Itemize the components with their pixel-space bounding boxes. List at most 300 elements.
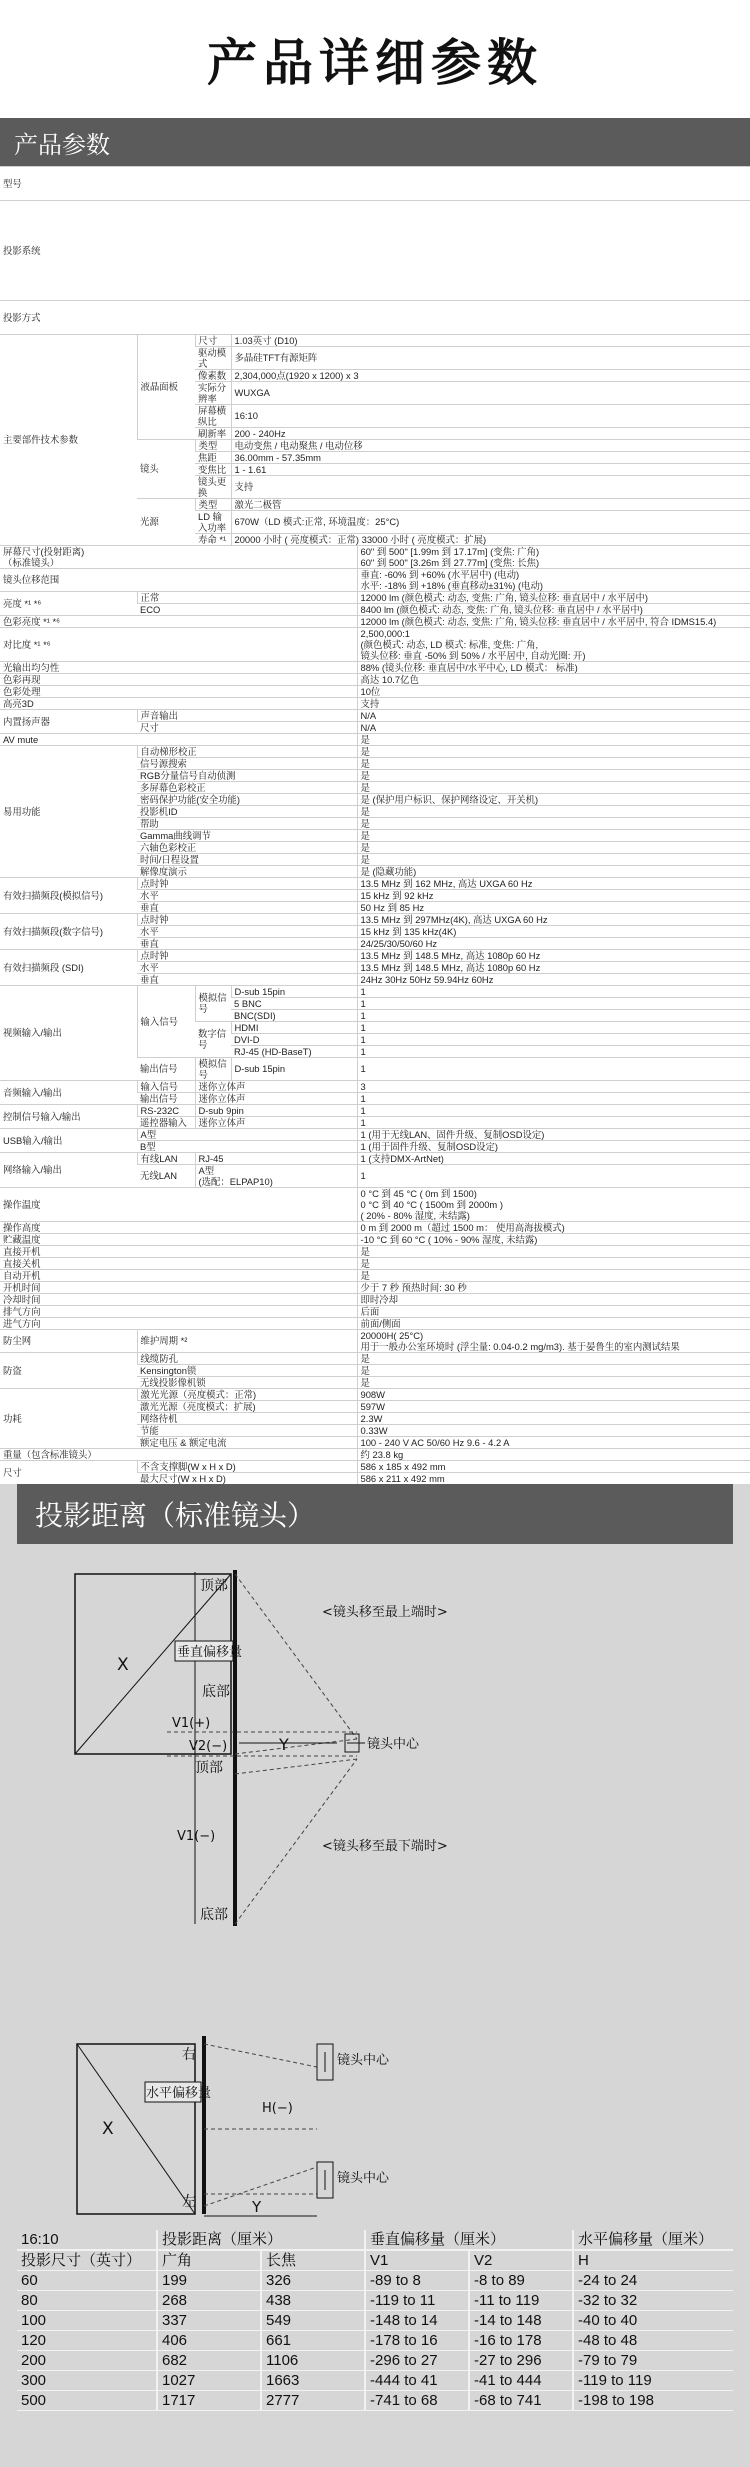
spec-cell: 激光光源（亮度模式：正常)	[137, 1388, 357, 1400]
spec-cell: 是	[357, 841, 750, 853]
spec-cell: 类型	[195, 498, 231, 510]
distance-table-row	[17, 2230, 733, 2250]
spec-cell: 13.5 MHz 到 148.5 MHz, 高达 1080p 60 Hz	[357, 949, 750, 961]
distance-table-cell: 326	[261, 2271, 365, 2291]
spec-cell: 1	[357, 1021, 750, 1033]
spec-cell: 直接开机	[0, 1245, 357, 1257]
spec-cell: 2,304,000点(1920 x 1200) x 3	[231, 369, 750, 381]
distance-table-cell: V1	[365, 2250, 469, 2271]
spec-cell: LD 输入功率	[195, 510, 231, 533]
distance-table-cell: 投影距离（厘米）	[157, 2230, 365, 2250]
spec-cell: 是	[357, 769, 750, 781]
lens-bottom-caption: <镜头移至最下端时>	[322, 1839, 448, 1854]
distance-table-cell: 2777	[261, 2391, 365, 2411]
distance-table-cell: 1106	[261, 2351, 365, 2371]
distance-table-cell: 661	[261, 2331, 365, 2351]
spec-section-header: 产品参数	[0, 118, 750, 166]
spec-cell: 驱动模式	[195, 346, 231, 369]
spec-row	[0, 615, 750, 627]
spec-cell: 12000 lm (颜色模式: 动态, 变焦: 广角, 镜头位移: 垂直居中 / 水平居中)	[357, 591, 750, 603]
spec-cell: 易用功能	[0, 745, 137, 877]
diagram-v2-minus-label: V2(−)	[189, 1739, 228, 1754]
distance-table-cell: V2	[469, 2250, 573, 2271]
spec-cell: D-sub 15pin	[231, 985, 357, 997]
spec-cell: 进气方向	[0, 1317, 357, 1329]
spec-cell: 输出信号	[137, 1057, 195, 1080]
distance-table-cell: 长焦	[261, 2250, 365, 2271]
spec-cell: 是 (保护用户标识、保护网络设定、开关机)	[357, 793, 750, 805]
distance-table-cell: 438	[261, 2291, 365, 2311]
distance-table-cell: 300	[17, 2371, 157, 2391]
distance-table-row	[17, 2391, 733, 2411]
spec-cell: 声音输出	[137, 709, 357, 721]
diagram-left-label: 左	[182, 2194, 196, 2210]
spec-cell: 控制信号输入/输出	[0, 1104, 137, 1128]
diagram-x-label: X	[117, 1655, 129, 1675]
spec-cell: 908W	[357, 1388, 750, 1400]
spec-row	[0, 568, 750, 591]
spec-row	[0, 301, 750, 335]
diagram-x2-label: X	[102, 2119, 114, 2139]
distance-section-header: 投影距离（标准镜头）	[17, 1484, 733, 1544]
spec-cell: 1	[357, 1164, 750, 1187]
distance-table-cell: -178 to 16	[365, 2331, 469, 2351]
spec-cell: 1	[357, 1057, 750, 1080]
spec-row	[0, 1388, 750, 1400]
spec-cell: 586 x 185 x 492 mm	[357, 1460, 750, 1472]
spec-cell: 不含支撑脚(W x H x D)	[137, 1460, 357, 1472]
spec-cell: 2,500,000:1 (颜色模式: 动态, LD 模式: 标准, 变焦: 广角, 镜头位移: 垂直 -50% 到 50% / 水平居中, 自动光圈: 开)	[357, 627, 750, 661]
spec-row	[0, 201, 750, 301]
distance-table-cell: -11 to 119	[469, 2291, 573, 2311]
spec-row	[0, 1245, 750, 1257]
spec-cell: 激光光源（亮度模式：扩展)	[137, 1400, 357, 1412]
spec-cell: 即时冷却	[357, 1293, 750, 1305]
spec-cell: 数字信号	[195, 1021, 231, 1057]
spec-cell: 是	[357, 1364, 750, 1376]
diagram-bottom-label: 底部	[202, 1684, 230, 1700]
spec-cell: 20000 小时 ( 亮度模式：正常) 33000 小时 ( 亮度模式：扩展)	[231, 533, 750, 545]
spec-cell: 遥控器输入	[137, 1116, 195, 1128]
spec-cell: 1.03英寸 (D10)	[231, 334, 750, 346]
diagram-h-minus-label: H(−)	[262, 2101, 293, 2116]
spec-row	[0, 661, 750, 673]
distance-table-cell: -79 to 79	[573, 2351, 733, 2371]
spec-cell: 主要部件技术参数	[0, 334, 137, 545]
spec-cell: 开机时间	[0, 1281, 357, 1293]
distance-table-row	[17, 2331, 733, 2351]
spec-row	[0, 334, 750, 346]
diagram-lens-center-label: 镜头中心	[367, 1737, 420, 1752]
diagram-right-label: 右	[182, 2047, 196, 2063]
spec-cell: 前面/侧面	[357, 1317, 750, 1329]
spec-cell: 是	[357, 1245, 750, 1257]
diagram-lens-center2a-label: 镜头中心	[337, 2053, 390, 2068]
distance-table-cell: 682	[157, 2351, 261, 2371]
spec-cell: 是	[357, 1376, 750, 1388]
spec-cell: 操作高度	[0, 1221, 357, 1233]
distance-table-cell: -198 to 198	[573, 2391, 733, 2411]
spec-cell: 1 - 1.61	[231, 463, 750, 475]
distance-section	[0, 1484, 750, 2467]
spec-cell: N/A	[357, 721, 750, 733]
spec-cell: 15 kHz 到 135 kHz(4K)	[357, 925, 750, 937]
spec-cell: 多屏幕色彩校正	[137, 781, 357, 793]
distance-table-cell: 200	[17, 2351, 157, 2371]
spec-cell: 高亮3D	[0, 697, 357, 709]
spec-cell: 投影系统	[0, 201, 750, 301]
spec-cell: 点时钟	[137, 877, 357, 889]
distance-table	[17, 2230, 733, 2411]
diagram-v1-plus-label: V1(+)	[172, 1716, 211, 1731]
spec-cell: Kensington锁	[137, 1364, 357, 1376]
spec-cell: D-sub 15pin	[231, 1057, 357, 1080]
spec-cell: 无线LAN	[137, 1164, 195, 1187]
horizontal-shift-diagram	[77, 2036, 390, 2216]
spec-cell: 3	[357, 1080, 750, 1092]
spec-cell: 色彩亮度 *¹ *⁶	[0, 615, 357, 627]
projection-distance-diagram	[17, 1544, 733, 2230]
spec-cell: 迷你立体声	[195, 1080, 357, 1092]
spec-cell: Gamma曲线调节	[137, 829, 357, 841]
spec-cell: 迷你立体声	[195, 1092, 357, 1104]
spec-cell: 水平	[137, 889, 357, 901]
spec-row	[0, 591, 750, 603]
spec-cell: 实际分辨率	[195, 381, 231, 404]
vertical-shift-diagram	[75, 1570, 448, 1926]
spec-cell: 屏幕尺寸(投射距离) （标准镜头）	[0, 545, 357, 568]
spec-cell: 帮助	[137, 817, 357, 829]
spec-cell: 色彩处理	[0, 685, 357, 697]
spec-cell: 冷却时间	[0, 1293, 357, 1305]
spec-row	[0, 913, 750, 925]
spec-cell: 1	[357, 997, 750, 1009]
distance-table-row	[17, 2250, 733, 2271]
spec-cell: 是	[357, 1257, 750, 1269]
spec-row	[0, 709, 750, 721]
distance-table-cell: 60	[17, 2271, 157, 2291]
distance-table-cell: 100	[17, 2311, 157, 2331]
distance-table-cell: 垂直偏移量（厘米）	[365, 2230, 573, 2250]
spec-cell: N/A	[357, 709, 750, 721]
spec-cell: RS-232C	[137, 1104, 195, 1116]
spec-cell: 光输出均匀性	[0, 661, 357, 673]
spec-row	[0, 877, 750, 889]
spec-cell: 投影方式	[0, 301, 750, 335]
distance-table-cell: 500	[17, 2391, 157, 2411]
spec-cell: 尺寸	[195, 334, 231, 346]
distance-table-cell: 广角	[157, 2250, 261, 2271]
spec-cell: 是 (隐藏功能)	[357, 865, 750, 877]
spec-cell: 音频输入/输出	[0, 1080, 137, 1104]
spec-cell: 有线LAN	[137, 1152, 195, 1164]
spec-row	[0, 733, 750, 745]
diagram-hshift-label: 水平偏移量	[146, 2086, 212, 2101]
distance-table-cell: -16 to 178	[469, 2331, 573, 2351]
spec-cell: 液晶面板	[137, 334, 195, 439]
spec-cell: 36.00mm - 57.35mm	[231, 451, 750, 463]
spec-cell: BNC(SDI)	[231, 1009, 357, 1021]
spec-cell: 输入信号	[137, 1080, 195, 1092]
distance-table-cell: -48 to 48	[573, 2331, 733, 2351]
spec-cell: 型号	[0, 167, 750, 201]
spec-cell: 是	[357, 1352, 750, 1364]
spec-cell: 视频输入/输出	[0, 985, 137, 1080]
spec-cell: 1	[357, 1092, 750, 1104]
spec-cell: 有效扫描频段(模拟信号)	[0, 877, 137, 913]
spec-cell: B型	[137, 1140, 357, 1152]
spec-cell: RJ-45 (HD-BaseT)	[231, 1045, 357, 1057]
spec-row	[0, 1187, 750, 1221]
spec-cell: 防尘网	[0, 1329, 137, 1352]
spec-row	[0, 1080, 750, 1092]
spec-cell: 597W	[357, 1400, 750, 1412]
spec-row	[0, 1305, 750, 1317]
spec-cell: 额定电压 & 额定电流	[137, 1436, 357, 1448]
spec-cell: 输入信号	[137, 985, 195, 1057]
spec-row	[0, 1104, 750, 1116]
spec-cell: -10 °C 到 60 °C ( 10% - 90% 湿度, 未结露)	[357, 1233, 750, 1245]
distance-table-cell: 1027	[157, 2371, 261, 2391]
spec-cell: 垂直	[137, 901, 357, 913]
spec-cell: 12000 lm (颜色模式: 动态, 变焦: 广角, 镜头位移: 垂直居中 / 水平居中, 符合 IDMS15.4)	[357, 615, 750, 627]
spec-cell: 是	[357, 805, 750, 817]
distance-table-cell: -89 to 8	[365, 2271, 469, 2291]
spec-cell: 约 23.8 kg	[357, 1448, 750, 1460]
spec-cell: 有效扫描频段 (SDI)	[0, 949, 137, 985]
spec-cell: RGB分量信号自动侦测	[137, 769, 357, 781]
spec-cell: A型 (选配：ELPAP10)	[195, 1164, 357, 1187]
distance-table-cell: -32 to 32	[573, 2291, 733, 2311]
distance-table-cell: -119 to 11	[365, 2291, 469, 2311]
distance-table-row	[17, 2371, 733, 2391]
spec-cell: 是	[357, 1269, 750, 1281]
spec-cell: 尺寸	[0, 1460, 137, 1484]
spec-cell: 24Hz 30Hz 50Hz 59.94Hz 60Hz	[357, 973, 750, 985]
spec-cell: 13.5 MHz 到 162 MHz, 高达 UXGA 60 Hz	[357, 877, 750, 889]
spec-cell: 是	[357, 745, 750, 757]
spec-cell: 网络待机	[137, 1412, 357, 1424]
spec-cell: 屏幕横纵比	[195, 404, 231, 427]
spec-cell: 像素数	[195, 369, 231, 381]
spec-row	[0, 1448, 750, 1460]
spec-cell: 水平	[137, 925, 357, 937]
spec-cell: 防盗	[0, 1352, 137, 1388]
distance-table-cell: -27 to 296	[469, 2351, 573, 2371]
spec-cell: ECO	[137, 603, 357, 615]
spec-cell: 时间/日程设置	[137, 853, 357, 865]
diagram-y-label: Y	[279, 1735, 289, 1754]
spec-cell: HDMI	[231, 1021, 357, 1033]
spec-cell: 镜头更换	[195, 475, 231, 498]
lens-top-caption: <镜头移至最上端时>	[322, 1605, 448, 1620]
spec-cell: 直接关机	[0, 1257, 357, 1269]
spec-cell: 网络输入/输出	[0, 1152, 137, 1187]
spec-cell: 输出信号	[137, 1092, 195, 1104]
spec-cell: 内置扬声器	[0, 709, 137, 733]
spec-row	[0, 673, 750, 685]
spec-cell: 1	[357, 1116, 750, 1128]
distance-table-cell: H	[573, 2250, 733, 2271]
spec-cell: 焦距	[195, 451, 231, 463]
spec-table	[0, 166, 750, 1484]
spec-cell: 光源	[137, 498, 195, 545]
distance-table-cell: -444 to 41	[365, 2371, 469, 2391]
spec-cell: 六轴色彩校正	[137, 841, 357, 853]
spec-row	[0, 1460, 750, 1472]
spec-cell: 1	[357, 1033, 750, 1045]
spec-cell: 0 m 到 2000 m（超过 1500 m： 使用高海拔模式)	[357, 1221, 750, 1233]
spec-cell: 有效扫描频段(数字信号)	[0, 913, 137, 949]
spec-cell: 多晶硅TFT有源矩阵	[231, 346, 750, 369]
diagram-vshift-label: 垂直偏移量	[177, 1645, 243, 1660]
spec-cell: 200 - 240Hz	[231, 427, 750, 439]
spec-cell: 1	[357, 985, 750, 997]
spec-cell: 寿命 *¹	[195, 533, 231, 545]
spec-cell: 0.33W	[357, 1424, 750, 1436]
spec-cell: 电动变焦 / 电动聚焦 / 电动位移	[231, 439, 750, 451]
spec-row	[0, 1317, 750, 1329]
spec-row	[0, 1293, 750, 1305]
diagram-v1-minus-label: V1(−)	[177, 1829, 216, 1844]
spec-cell: 50 Hz 到 85 Hz	[357, 901, 750, 913]
spec-row	[0, 1329, 750, 1352]
diagram-bottom2-label: 底部	[200, 1907, 228, 1923]
spec-cell: 镜头	[137, 439, 195, 498]
distance-table-cell: 80	[17, 2291, 157, 2311]
spec-cell: 1	[357, 1045, 750, 1057]
distance-table-row	[17, 2351, 733, 2371]
spec-cell: 1 (支持DMX-ArtNet)	[357, 1152, 750, 1164]
distance-table-cell: -741 to 68	[365, 2391, 469, 2411]
diagram-svg	[17, 1544, 733, 2230]
distance-table-cell: 16:10	[17, 2230, 157, 2250]
spec-cell: 解像度演示	[137, 865, 357, 877]
spec-cell: 1 (用于固件升级、复制OSD设定)	[357, 1140, 750, 1152]
spec-cell: 后面	[357, 1305, 750, 1317]
spec-cell: 亮度 *¹ *⁶	[0, 591, 137, 615]
spec-row	[0, 685, 750, 697]
distance-table-row	[17, 2271, 733, 2291]
spec-row	[0, 985, 750, 997]
spec-cell: 垂直: -60% 到 +60% (水平居中) (电动) 水平: -18% 到 +18% (垂直移动±31%) (电动)	[357, 568, 750, 591]
spec-cell: 镜头位移范围	[0, 568, 357, 591]
spec-row	[0, 745, 750, 757]
distance-table-cell: 337	[157, 2311, 261, 2331]
spec-cell: AV mute	[0, 733, 357, 745]
spec-cell: 1 (用于无线LAN、固件升级、复制OSD设定)	[357, 1128, 750, 1140]
spec-cell: 5 BNC	[231, 997, 357, 1009]
distance-table-row	[17, 2291, 733, 2311]
spec-cell: 是	[357, 817, 750, 829]
spec-cell: 88% (镜头位移: 垂直居中/水平中心, LD 模式： 标准)	[357, 661, 750, 673]
distance-table-cell: 水平偏移量（厘米）	[573, 2230, 733, 2250]
spec-cell: 100 - 240 V AC 50/60 Hz 9.6 - 4.2 A	[357, 1436, 750, 1448]
spec-cell: 20000H( 25°C) 用于一般办公室环境时 (浮尘量: 0.04-0.2 mg/m3). 基于晏鲁生的室内测试结果	[357, 1329, 750, 1352]
spec-cell: 点时钟	[137, 949, 357, 961]
spec-cell: 激光二极管	[231, 498, 750, 510]
spec-cell: 是	[357, 853, 750, 865]
distance-table-row	[17, 2311, 733, 2331]
distance-table-cell: -119 to 119	[573, 2371, 733, 2391]
spec-row	[0, 949, 750, 961]
spec-cell: 15 kHz 到 92 kHz	[357, 889, 750, 901]
spec-cell: 1	[357, 1104, 750, 1116]
spec-cell: 自动开机	[0, 1269, 357, 1281]
spec-cell: USB输入/输出	[0, 1128, 137, 1152]
spec-cell: 迷你立体声	[195, 1116, 357, 1128]
distance-table-cell: -41 to 444	[469, 2371, 573, 2391]
spec-cell: 高达 10.7亿色	[357, 673, 750, 685]
diagram-y2-label: Y	[252, 2198, 262, 2216]
distance-table-cell: -296 to 27	[365, 2351, 469, 2371]
spec-cell: 支持	[231, 475, 750, 498]
distance-table-cell: 1663	[261, 2371, 365, 2391]
spec-cell: 支持	[357, 697, 750, 709]
spec-cell: 是	[357, 829, 750, 841]
spec-cell: 重量（包含标准镜头）	[0, 1448, 357, 1460]
spec-row	[0, 1281, 750, 1293]
spec-row	[0, 1128, 750, 1140]
spec-cell: D-sub 9pin	[195, 1104, 357, 1116]
page-title: 产品详细参数	[207, 34, 543, 92]
distance-table-cell: 1717	[157, 2391, 261, 2411]
diagram-lens-center2b-label: 镜头中心	[337, 2171, 390, 2186]
spec-cell: 13.5 MHz 到 148.5 MHz, 高达 1080p 60 Hz	[357, 961, 750, 973]
spec-cell: 最大尺寸(W x H x D)	[137, 1472, 357, 1484]
spec-cell: 功耗	[0, 1388, 137, 1448]
spec-cell: 是	[357, 733, 750, 745]
spec-cell: RJ-45	[195, 1152, 357, 1164]
spec-cell: 维护周期 *²	[137, 1329, 357, 1352]
spec-cell: 8400 lm (颜色模式: 动态, 变焦: 广角, 镜头位移: 垂直居中 / 水平居中)	[357, 603, 750, 615]
spec-cell: 点时钟	[137, 913, 357, 925]
spec-cell: 变焦比	[195, 463, 231, 475]
spec-row	[0, 627, 750, 661]
spec-cell: 60" 到 500" [1.99m 到 17.17m] (变焦: 广角) 60" 到 500" [3.26m 到 27.77m] (变焦: 长焦)	[357, 545, 750, 568]
spec-cell: 色彩再现	[0, 673, 357, 685]
spec-cell: 16:10	[231, 404, 750, 427]
spec-row	[0, 1352, 750, 1364]
spec-cell: 密码保护功能(安全功能)	[137, 793, 357, 805]
spec-row	[0, 545, 750, 568]
spec-cell: A型	[137, 1128, 357, 1140]
spec-cell: 10位	[357, 685, 750, 697]
spec-row	[0, 1233, 750, 1245]
spec-cell: 垂直	[137, 937, 357, 949]
spec-row	[0, 1269, 750, 1281]
spec-row	[0, 1152, 750, 1164]
spec-cell: DVI-D	[231, 1033, 357, 1045]
spec-cell: 自动梯形校正	[137, 745, 357, 757]
spec-cell: 586 x 211 x 492 mm	[357, 1472, 750, 1484]
diagram-top-label: 顶部	[200, 1578, 228, 1594]
spec-row	[0, 697, 750, 709]
spec-cell: 正常	[137, 591, 357, 603]
spec-cell: 是	[357, 757, 750, 769]
spec-cell: 排气方向	[0, 1305, 357, 1317]
distance-table-cell: -14 to 148	[469, 2311, 573, 2331]
spec-cell: 模拟信号	[195, 1057, 231, 1080]
spec-cell: 贮藏温度	[0, 1233, 357, 1245]
distance-table-cell: 268	[157, 2291, 261, 2311]
distance-table-cell: -8 to 89	[469, 2271, 573, 2291]
spec-cell: 尺寸	[137, 721, 357, 733]
spec-cell: 对比度 *¹ *⁶	[0, 627, 357, 661]
spec-cell: 信号源搜索	[137, 757, 357, 769]
distance-table-cell: -40 to 40	[573, 2311, 733, 2331]
spec-cell: 无线投影像机锁	[137, 1376, 357, 1388]
